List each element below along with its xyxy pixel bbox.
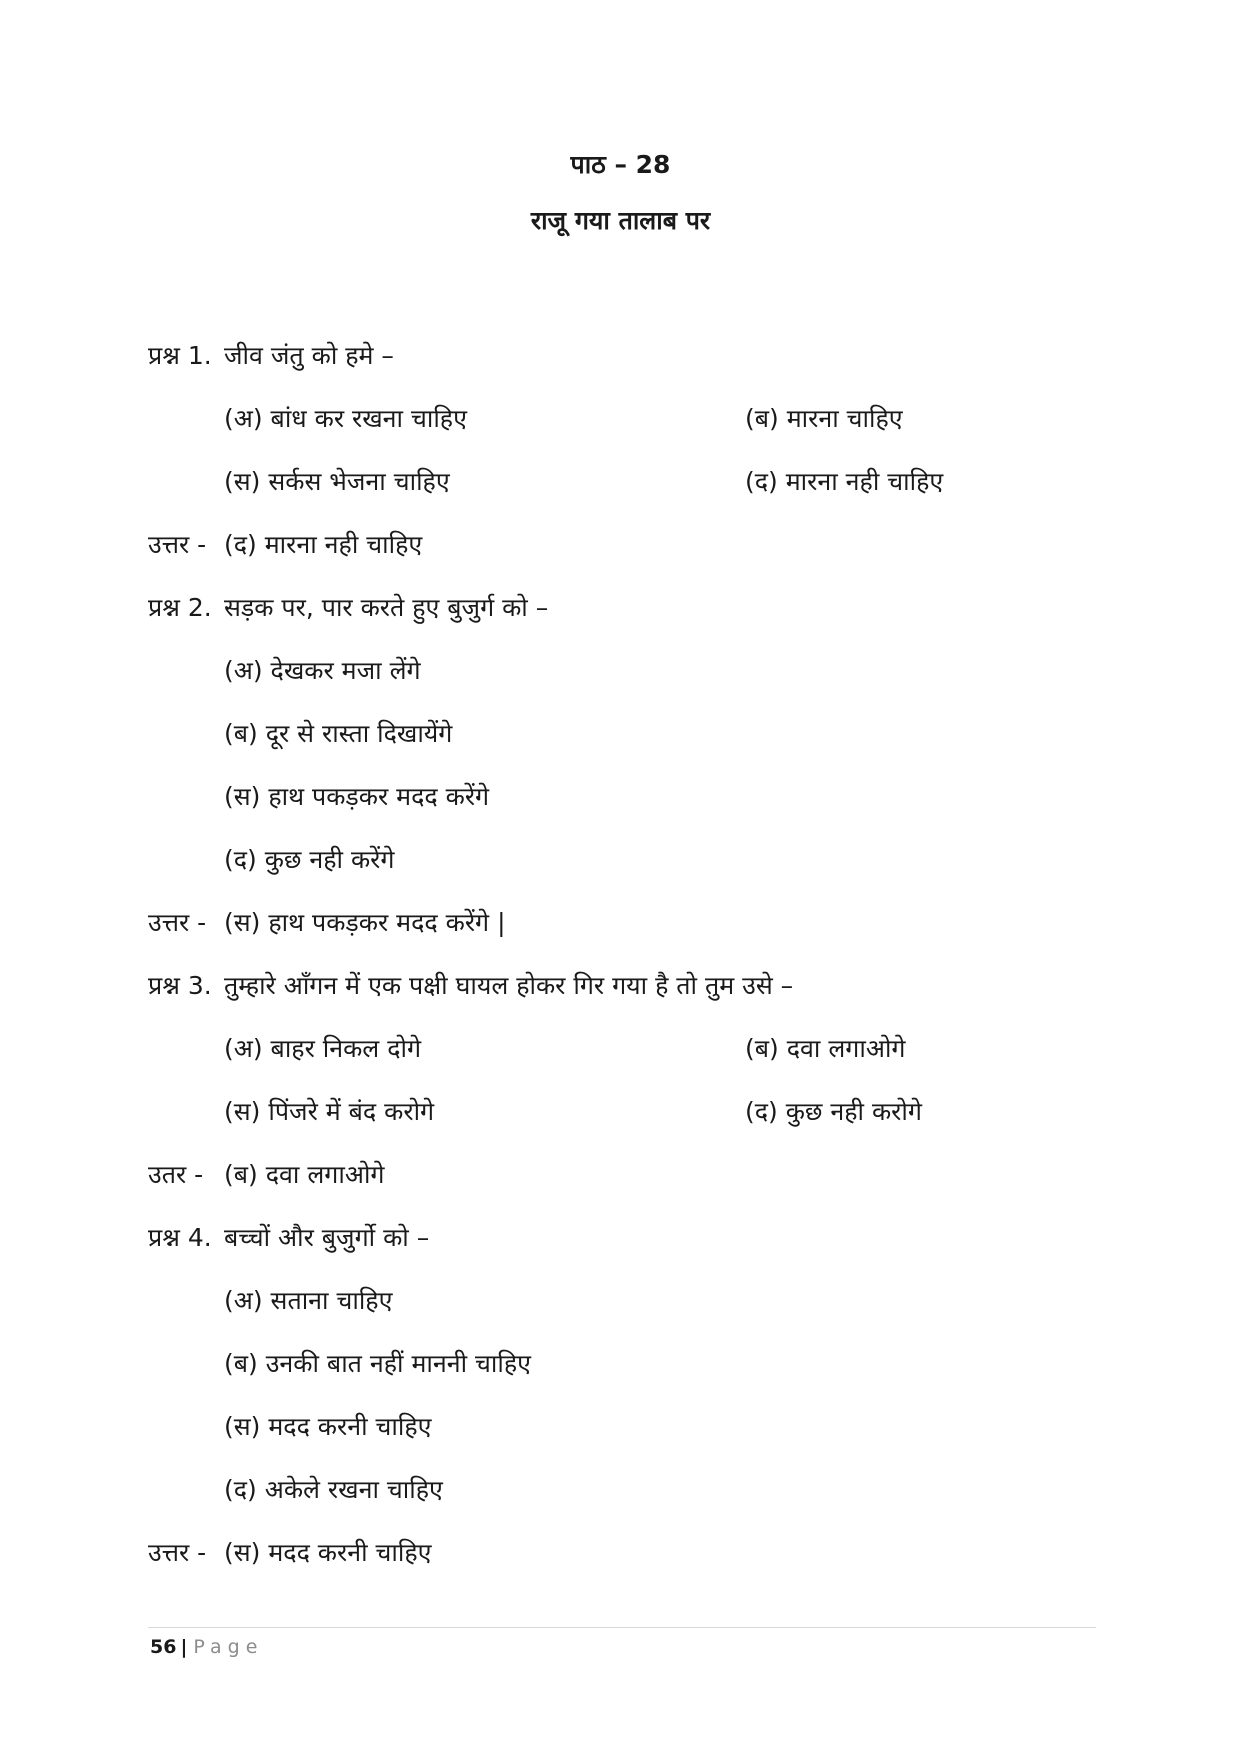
q2-option-a: (अ) देखकर मजा लेंगे [224,656,421,685]
question-1-prefix: प्रश्न 1. [148,341,212,370]
q4-option-c: (स) मदद करनी चाहिए [224,1412,432,1441]
question-2-text: सड़क पर, पार करते हुए बुजुर्ग को – [224,593,549,622]
q3-option-a: (अ) बाहर निकल दोगे [224,1034,422,1063]
q3-option-c: (स) पिंजरे में बंद करोगे [224,1097,435,1126]
answer-2-text: (स) हाथ पकड़कर मदद करेंगे | [224,908,506,937]
q4-option-b: (ब) उनकी बात नहीं माननी चाहिए [224,1349,531,1378]
answer-2 [148,907,506,939]
answer-1-prefix: उत्तर - [148,530,207,559]
footer-separator: | [180,1636,188,1658]
question-2-prefix: प्रश्न 2. [148,593,212,622]
question-3-text: तुम्हारे आँगन में एक पक्षी घायल होकर गिर गया है तो तुम उसे – [224,971,794,1000]
lesson-number: पाठ – 28 [570,150,671,179]
q3-option-d: (द) कुछ नही करोगे [745,1097,922,1126]
answer-3-text: (ब) दवा लगाओगे [224,1160,385,1189]
question-1 [148,340,394,372]
page-label: Page [193,1636,264,1658]
question-3 [148,970,793,1002]
answer-4 [148,1537,431,1569]
question-4-text: बच्चों और बुजुर्गो को – [224,1223,430,1252]
answer-3-prefix: उतर - [148,1160,204,1189]
question-4 [148,1222,429,1254]
question-3-prefix: प्रश्न 3. [148,971,212,1000]
answer-3 [148,1159,384,1191]
q1-option-a: (अ) बांध कर रखना चाहिए [224,404,467,433]
q1-option-b: (ब) मारना चाहिए [745,404,903,433]
footer-divider [148,1627,1096,1628]
answer-4-text: (स) मदद करनी चाहिए [224,1538,432,1567]
page-footer [150,1635,263,1659]
answer-2-prefix: उत्तर - [148,908,207,937]
question-2 [148,592,548,624]
question-1-text: जीव जंतु को हमे – [224,341,394,370]
q3-option-b: (ब) दवा लगाओगे [745,1034,906,1063]
lesson-title: राजू गया तालाब पर [530,206,711,235]
q2-option-d: (द) कुछ नही करेंगे [224,845,395,874]
q2-option-c: (स) हाथ पकड़कर मदद करेंगे [224,782,490,811]
question-4-prefix: प्रश्न 4. [148,1223,212,1252]
q4-option-d: (द) अकेले रखना चाहिए [224,1475,443,1504]
q4-option-a: (अ) सताना चाहिए [224,1286,393,1315]
q2-option-b: (ब) दूर से रास्ता दिखायेंगे [224,719,453,748]
answer-4-prefix: उत्तर - [148,1538,207,1567]
answer-1-text: (द) मारना नही चाहिए [224,530,423,559]
q1-option-c: (स) सर्कस भेजना चाहिए [224,467,450,496]
page-number: 56 [150,1636,177,1658]
q1-option-d: (द) मारना नही चाहिए [745,467,944,496]
answer-1 [148,529,422,561]
